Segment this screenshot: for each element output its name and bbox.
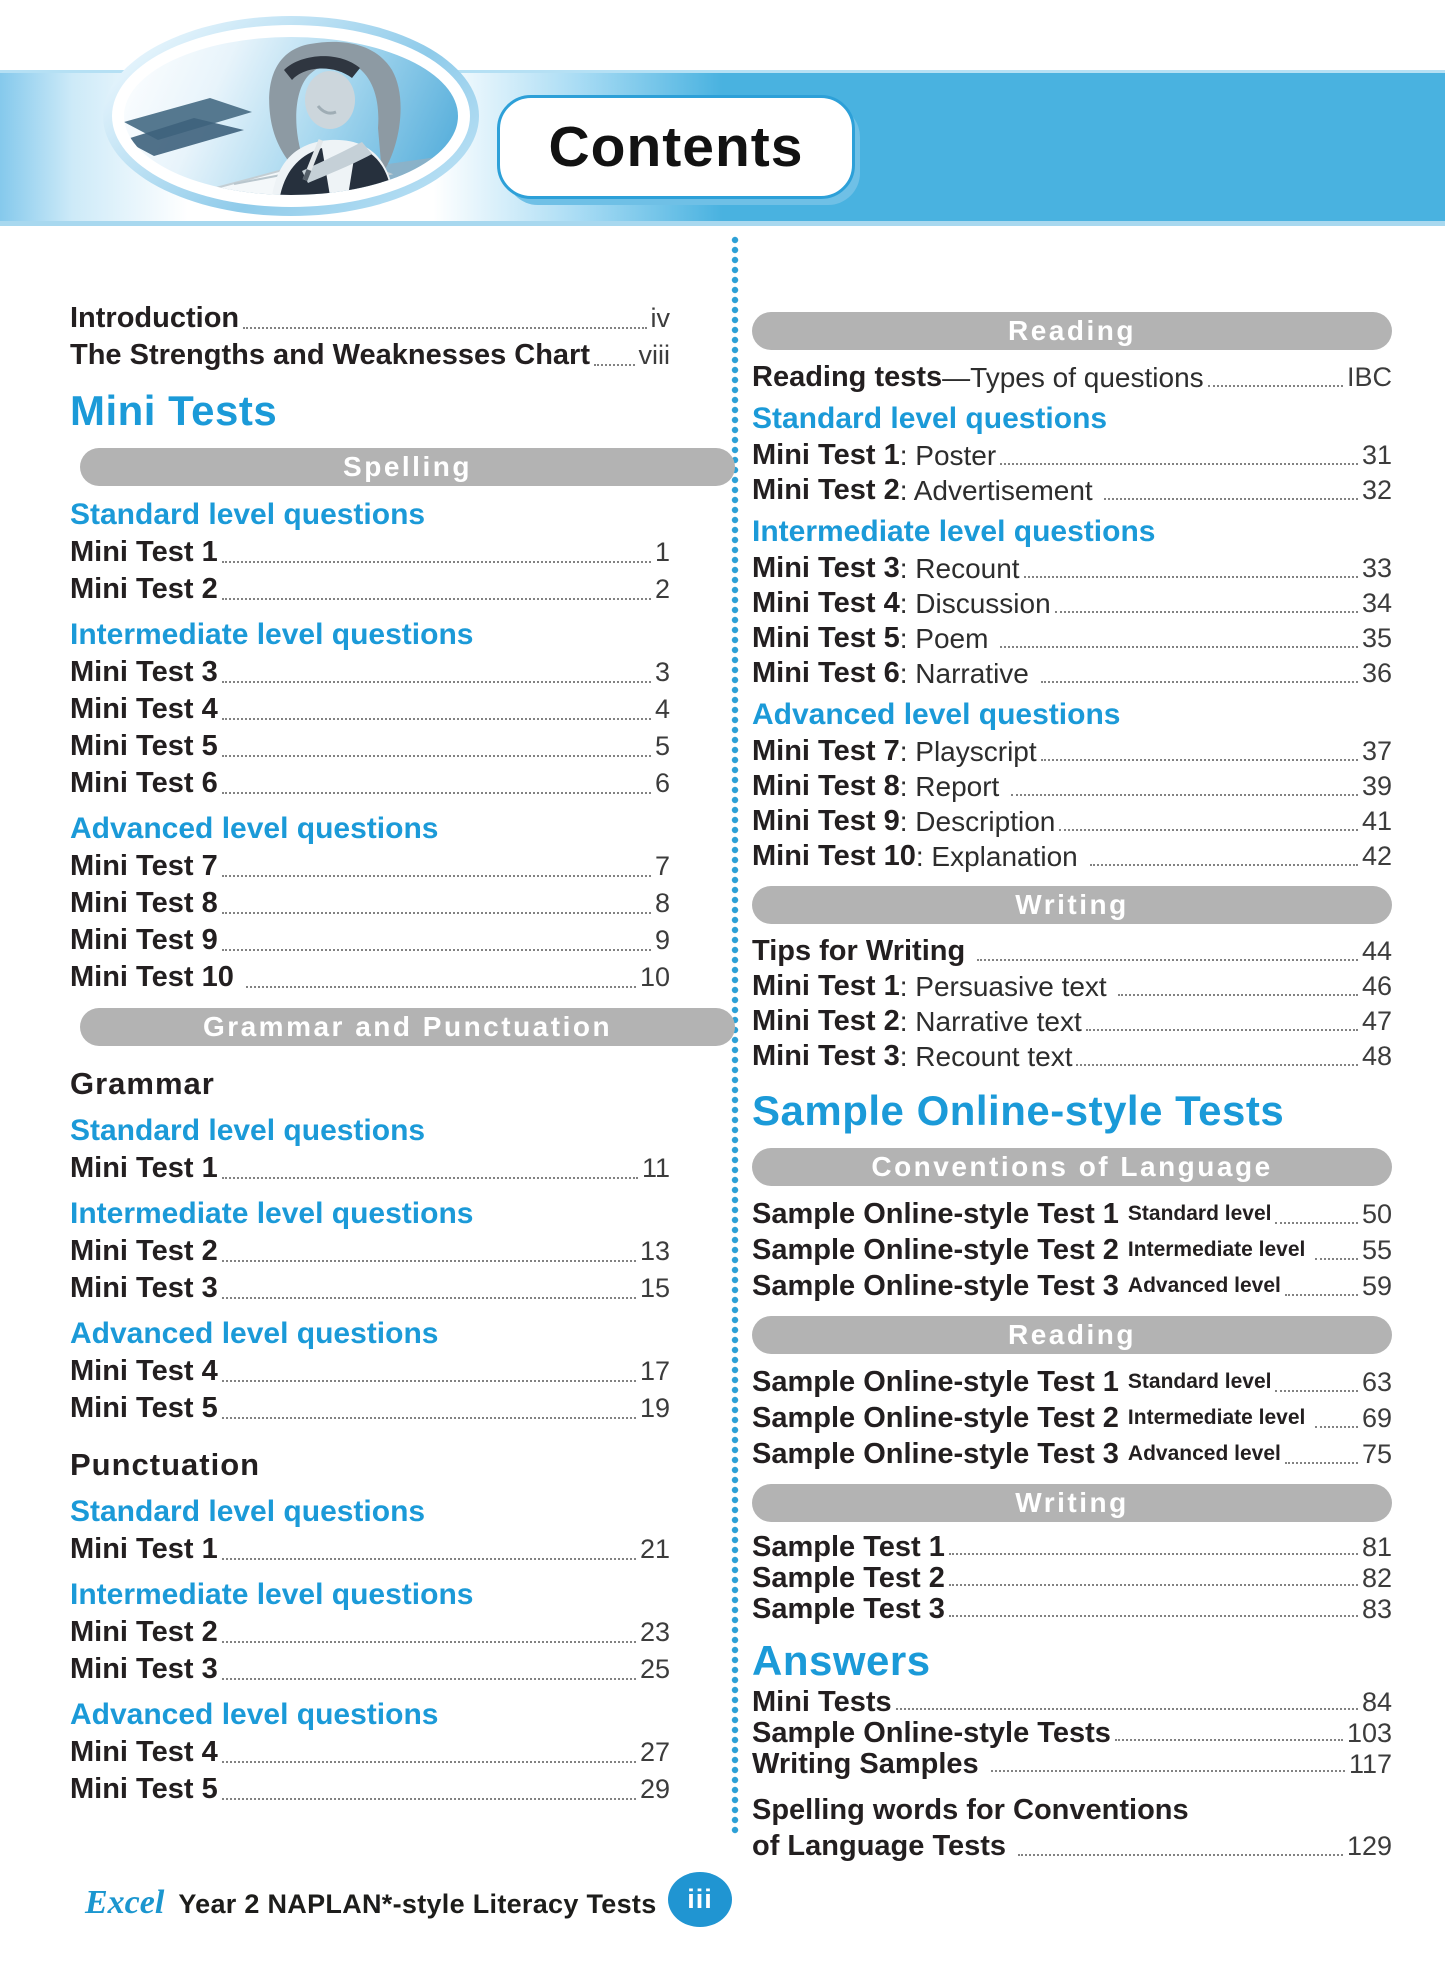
dot-leader xyxy=(1104,498,1357,500)
toc-left-column xyxy=(70,300,670,1808)
toc-entry-label: Mini Test 3 xyxy=(70,656,218,688)
toc-entry-page: 35 xyxy=(1361,623,1392,653)
toc-entry-page: 55 xyxy=(1361,1235,1392,1265)
toc-entry-label: Mini Test 9 xyxy=(70,924,218,956)
toc-entry-label: Mini Test 5 xyxy=(752,622,900,654)
toc-entry-page: iv xyxy=(650,303,670,333)
dot-leader xyxy=(222,1761,636,1763)
toc-entry xyxy=(752,1004,1392,1039)
toc-entry-page: 82 xyxy=(1361,1563,1392,1593)
dot-leader xyxy=(896,1708,1358,1710)
dot-leader xyxy=(949,1615,1358,1617)
girl-writing-illustration xyxy=(124,37,458,195)
dot-leader xyxy=(1285,1294,1358,1296)
toc-entry xyxy=(70,848,670,885)
toc-entry xyxy=(752,1828,1392,1864)
contents-title-box xyxy=(497,95,855,199)
toc-entry-page: 27 xyxy=(639,1737,670,1767)
toc-entry-label: Sample Online-style Test 3 xyxy=(752,1438,1119,1470)
toc-entry-page: 19 xyxy=(639,1393,670,1423)
toc-entry-page: 5 xyxy=(654,731,670,761)
toc-entry-sublabel: : Playscript xyxy=(899,736,1037,767)
subsection-heading: Grammar xyxy=(70,1066,215,1101)
toc-entry-page: 41 xyxy=(1361,806,1392,836)
toc-entry-sublabel: : Poem xyxy=(899,623,997,654)
toc-entry-label: Mini Test 1 xyxy=(70,1152,218,1184)
toc-entry xyxy=(70,1390,670,1427)
toc-entry xyxy=(752,934,1392,969)
toc-entry-page: 15 xyxy=(639,1273,670,1303)
dot-leader xyxy=(222,912,651,914)
toc-entry-page: 50 xyxy=(1361,1199,1392,1229)
level-heading: Intermediate level questions xyxy=(70,1578,474,1611)
dot-leader xyxy=(1208,385,1343,387)
dot-leader xyxy=(222,1260,636,1262)
toc-entry xyxy=(752,586,1392,621)
toc-entry-page: 84 xyxy=(1361,1687,1392,1717)
toc-entry xyxy=(752,1039,1392,1074)
toc-entry-sublabel: : Explanation xyxy=(915,841,1086,872)
toc-entry-level-tag: Standard level xyxy=(1127,1202,1272,1225)
toc-entry-label: Sample Online-style Test 1 xyxy=(752,1366,1119,1398)
toc-entry-page: 1 xyxy=(654,537,670,567)
section-heading: Sample Online-style Tests xyxy=(752,1087,1285,1134)
dot-leader xyxy=(1011,794,1358,796)
toc-entry xyxy=(752,1749,1392,1780)
toc-entry-label: Sample Test 3 xyxy=(752,1593,945,1625)
toc-entry-sublabel: : Recount text xyxy=(899,1041,1073,1072)
subsection-heading: Punctuation xyxy=(70,1447,261,1482)
toc-entry-label: Mini Test 9 xyxy=(752,805,900,837)
toc-entry-label: Sample Online-style Test 3 xyxy=(752,1270,1119,1302)
dot-leader xyxy=(222,598,651,600)
toc-entry-page: 48 xyxy=(1361,1041,1392,1071)
toc-entry-label: Mini Test 3 xyxy=(752,1040,900,1072)
page-number-badge: iii xyxy=(668,1872,732,1927)
toc-entry-page: 29 xyxy=(639,1774,670,1804)
level-heading: Standard level questions xyxy=(752,402,1108,435)
toc-entry-page: 44 xyxy=(1361,936,1392,966)
toc-entry-page: 32 xyxy=(1361,475,1392,505)
toc-entry xyxy=(70,534,670,571)
dot-leader xyxy=(991,1770,1345,1772)
dot-leader xyxy=(222,949,651,951)
dot-leader xyxy=(222,1380,636,1382)
dot-leader xyxy=(1076,1064,1357,1066)
toc-entry-page: 75 xyxy=(1361,1439,1392,1469)
toc-entry-page: 31 xyxy=(1361,440,1392,470)
toc-entry-page: 6 xyxy=(654,768,670,798)
level-heading: Standard level questions xyxy=(70,1495,426,1528)
toc-entry xyxy=(70,885,670,922)
section-banner xyxy=(80,448,735,486)
section-banner xyxy=(752,312,1392,350)
toc-entry xyxy=(752,769,1392,804)
toc-entry xyxy=(70,337,670,374)
toc-entry-label: Sample Online-style Tests xyxy=(752,1717,1111,1749)
toc-entry xyxy=(752,473,1392,508)
excel-logo: Excel xyxy=(85,1884,165,1921)
toc-entry-label: Reading tests xyxy=(752,361,943,393)
toc-entry xyxy=(752,969,1392,1004)
toc-entry-page: 3 xyxy=(654,657,670,687)
section-banner xyxy=(752,886,1392,924)
toc-entry-label: of Language Tests xyxy=(752,1830,1015,1862)
toc-right-column xyxy=(752,300,1392,1864)
level-heading: Standard level questions xyxy=(70,498,426,531)
dot-leader xyxy=(1275,1390,1357,1392)
toc-entry-sublabel: : Discussion xyxy=(899,588,1051,619)
toc-entry-label: Sample Online-style Test 2 xyxy=(752,1234,1119,1266)
toc-entry-page: 4 xyxy=(654,694,670,724)
toc-entry-level-tag: Standard level xyxy=(1127,1370,1272,1393)
toc-entry-page: 81 xyxy=(1361,1532,1392,1562)
toc-entry-page: 36 xyxy=(1361,658,1392,688)
level-heading: Intermediate level questions xyxy=(752,515,1156,548)
toc-entry xyxy=(752,839,1392,874)
toc-entry xyxy=(752,1594,1392,1625)
section-banner xyxy=(752,1148,1392,1186)
toc-entry-label: Mini Test 2 xyxy=(70,1235,218,1267)
toc-entry-page: 117 xyxy=(1348,1749,1392,1779)
level-heading: Advanced level questions xyxy=(70,1698,439,1731)
toc-entry xyxy=(70,1531,670,1568)
footer xyxy=(85,1884,657,1922)
page-title: Contents xyxy=(548,115,804,179)
toc-entry xyxy=(752,1687,1392,1718)
toc-entry-label: Mini Test 2 xyxy=(70,573,218,605)
dot-leader xyxy=(1024,576,1358,578)
dot-leader xyxy=(977,959,1358,961)
dot-leader xyxy=(1315,1258,1358,1260)
toc-entry xyxy=(70,691,670,728)
toc-entry-label: Mini Test 10 xyxy=(70,961,242,993)
toc-entry-label: Mini Test 4 xyxy=(752,587,900,619)
dot-leader xyxy=(1041,759,1358,761)
toc-entry xyxy=(752,551,1392,586)
toc-entry xyxy=(752,804,1392,839)
toc-entry-page: 23 xyxy=(639,1617,670,1647)
toc-entry-page: 47 xyxy=(1361,1006,1392,1036)
section-banner-label: Writing xyxy=(1015,889,1129,920)
dot-leader xyxy=(246,986,636,988)
toc-entry-page: 17 xyxy=(639,1356,670,1386)
toc-entry xyxy=(70,1270,670,1307)
girl-writing-photo xyxy=(124,37,458,195)
dot-leader xyxy=(222,718,651,720)
toc-entry-label: Mini Test 3 xyxy=(70,1653,218,1685)
toc-entry-page: IBC xyxy=(1346,362,1392,392)
dot-leader xyxy=(1000,646,1358,648)
toc-entry xyxy=(70,1771,670,1808)
toc-entry-page: 103 xyxy=(1346,1718,1392,1748)
toc-entry xyxy=(70,1614,670,1651)
toc-entry-page: 8 xyxy=(654,888,670,918)
toc-entry-page: 11 xyxy=(641,1153,670,1183)
dot-leader xyxy=(1315,1426,1358,1428)
toc-entry-sublabel: : Narrative xyxy=(899,658,1037,689)
dot-leader xyxy=(1090,864,1358,866)
toc-entry-sublabel: : Recount xyxy=(899,553,1020,584)
toc-entry-page: 34 xyxy=(1361,588,1392,618)
toc-entry-label: Mini Test 7 xyxy=(752,735,900,767)
toc-entry-label: Mini Test 1 xyxy=(70,536,218,568)
toc-entry-sublabel: : Narrative text xyxy=(899,1006,1082,1037)
toc-entry-sublabel: —Types of questions xyxy=(942,362,1204,393)
toc-entry xyxy=(752,1436,1392,1472)
dot-leader xyxy=(222,561,651,563)
toc-entry-page: 13 xyxy=(639,1236,670,1266)
toc-entry-level-tag: Intermediate level xyxy=(1127,1406,1312,1429)
dot-leader xyxy=(222,1798,636,1800)
toc-entry xyxy=(70,728,670,765)
dot-leader xyxy=(1285,1462,1358,1464)
toc-entry xyxy=(70,300,670,337)
toc-entry xyxy=(70,1233,670,1270)
toc-entry-page: 59 xyxy=(1361,1271,1392,1301)
dot-leader xyxy=(222,681,651,683)
dot-leader xyxy=(949,1584,1358,1586)
toc-entry-label: Mini Test 4 xyxy=(70,1736,218,1768)
toc-entry-sublabel: : Report xyxy=(899,771,1008,802)
toc-entry-label: Mini Tests xyxy=(752,1686,892,1718)
toc-entry-label: Introduction xyxy=(70,302,240,334)
toc-entry xyxy=(752,621,1392,656)
toc-entry-sublabel: : Advertisement xyxy=(899,475,1101,506)
dot-leader xyxy=(1000,463,1358,465)
dot-leader xyxy=(222,875,651,877)
toc-entry-label: Sample Online-style Test 1 xyxy=(752,1198,1119,1230)
toc-entry xyxy=(70,922,670,959)
toc-entry-page: 10 xyxy=(639,962,670,992)
toc-entry-page: 21 xyxy=(639,1534,670,1564)
toc-entry-label: Writing Samples xyxy=(752,1748,987,1780)
dot-leader xyxy=(1118,994,1357,996)
toc-entry-label: Mini Test 4 xyxy=(70,693,218,725)
section-banner-label: Conventions of Language xyxy=(871,1151,1273,1182)
level-heading: Intermediate level questions xyxy=(70,618,474,651)
level-heading: Advanced level questions xyxy=(70,1317,439,1350)
toc-entry-page: 46 xyxy=(1361,971,1392,1001)
dot-leader xyxy=(243,327,646,329)
toc-entry-sublabel: : Description xyxy=(899,806,1056,837)
toc-entry-label: Mini Test 6 xyxy=(70,767,218,799)
toc-entry-label: Mini Test 7 xyxy=(70,850,218,882)
toc-entry-page: 33 xyxy=(1361,553,1392,583)
toc-entry xyxy=(70,1150,670,1187)
section-banner-label: Spelling xyxy=(343,451,472,482)
toc-entry-label: Mini Test 3 xyxy=(70,1272,218,1304)
toc-entry-page: 9 xyxy=(654,925,670,955)
toc-entry xyxy=(70,765,670,802)
toc-entry-label: Mini Test 5 xyxy=(70,1392,218,1424)
toc-entry xyxy=(70,1734,670,1771)
toc-entry-page: 42 xyxy=(1361,841,1392,871)
dot-leader xyxy=(1041,681,1358,683)
section-heading: Mini Tests xyxy=(70,387,278,434)
toc-entry-sublabel: : Persuasive text xyxy=(899,971,1115,1002)
toc-entry xyxy=(70,1353,670,1390)
toc-entry-label: Spelling words for Conventions xyxy=(752,1794,1189,1826)
toc-entry-page: 69 xyxy=(1361,1403,1392,1433)
dot-leader xyxy=(1275,1222,1357,1224)
toc-entry-label: Mini Test 1 xyxy=(70,1533,218,1565)
toc-entry-label: Mini Test 4 xyxy=(70,1355,218,1387)
toc-entry-label: Mini Test 8 xyxy=(70,887,218,919)
toc-entry-level-tag: Advanced level xyxy=(1127,1442,1281,1465)
level-heading: Advanced level questions xyxy=(752,698,1121,731)
dot-leader xyxy=(222,1417,636,1419)
toc-entry-page: 129 xyxy=(1346,1831,1392,1861)
toc-entry xyxy=(752,1563,1392,1594)
toc-entry xyxy=(752,1268,1392,1304)
dot-leader xyxy=(949,1553,1358,1555)
toc-entry-label: Sample Test 2 xyxy=(752,1562,945,1594)
toc-entry xyxy=(752,1196,1392,1232)
toc-entry-label: Mini Test 3 xyxy=(752,552,900,584)
toc-entry-label: Mini Test 8 xyxy=(752,770,900,802)
toc-entry-label: Sample Online-style Test 2 xyxy=(752,1402,1119,1434)
toc-entry xyxy=(752,438,1392,473)
dot-leader xyxy=(1059,829,1358,831)
toc-entry xyxy=(70,959,670,996)
toc-entry-label: Mini Test 2 xyxy=(752,474,900,506)
dot-leader xyxy=(222,1641,636,1643)
toc-entry xyxy=(752,1400,1392,1436)
toc-entry xyxy=(752,656,1392,691)
level-heading: Standard level questions xyxy=(70,1114,426,1147)
toc-entry-page: 7 xyxy=(654,851,670,881)
section-banner xyxy=(752,1484,1392,1522)
book-title: Year 2 NAPLAN*-style Literacy Tests xyxy=(178,1889,657,1919)
toc-entry xyxy=(70,1651,670,1688)
toc-entry xyxy=(752,1364,1392,1400)
toc-entry-label: The Strengths and Weaknesses Chart xyxy=(70,339,591,371)
toc-entry-label: Mini Test 6 xyxy=(752,657,900,689)
section-banner xyxy=(80,1008,735,1046)
toc-entry-level-tag: Intermediate level xyxy=(1127,1238,1312,1261)
dot-leader xyxy=(222,1297,636,1299)
dot-leader xyxy=(594,364,634,366)
dot-leader xyxy=(1055,611,1358,613)
toc-entry-sublabel: : Poster xyxy=(899,440,997,471)
dot-leader xyxy=(222,1558,636,1560)
level-heading: Advanced level questions xyxy=(70,812,439,845)
dot-leader xyxy=(222,755,651,757)
toc-entry-page: viii xyxy=(638,340,670,370)
dot-leader xyxy=(1115,1739,1343,1741)
section-banner-label: Writing xyxy=(1015,1487,1129,1518)
toc-entry xyxy=(70,654,670,691)
section-banner xyxy=(752,1316,1392,1354)
toc-entry-label: Mini Test 1 xyxy=(752,439,900,471)
dot-leader xyxy=(1018,1854,1343,1856)
toc-entry-label: Mini Test 10 xyxy=(752,840,916,872)
section-banner-label: Grammar and Punctuation xyxy=(202,1011,613,1042)
toc-entry-level-tag: Advanced level xyxy=(1127,1274,1281,1297)
toc-entry-page: 83 xyxy=(1361,1594,1392,1624)
toc-entry-page: 25 xyxy=(639,1654,670,1684)
section-banner-label: Reading xyxy=(1008,315,1136,346)
toc-entry xyxy=(752,1232,1392,1268)
level-heading: Intermediate level questions xyxy=(70,1197,474,1230)
toc-entry-label: Tips for Writing xyxy=(752,935,974,967)
toc-entry-label: Mini Test 5 xyxy=(70,1773,218,1805)
toc-entry-page: 63 xyxy=(1361,1367,1392,1397)
section-heading: Answers xyxy=(752,1637,931,1684)
toc-entry xyxy=(752,1718,1392,1749)
header-photo-frame xyxy=(103,16,479,216)
toc-entry-page: 39 xyxy=(1361,771,1392,801)
toc-entry-label: Mini Test 1 xyxy=(752,970,900,1002)
dot-leader xyxy=(1086,1029,1358,1031)
toc-entry-label: Mini Test 5 xyxy=(70,730,218,762)
toc-entry xyxy=(752,1532,1392,1563)
section-banner-label: Reading xyxy=(1008,1319,1136,1350)
dot-leader xyxy=(222,792,651,794)
toc-entry xyxy=(752,360,1392,395)
toc-entry-two-line xyxy=(752,1792,1392,1864)
toc-entry-label: Mini Test 2 xyxy=(752,1005,900,1037)
toc-entry-label: Mini Test 2 xyxy=(70,1616,218,1648)
toc-entry-label: Sample Test 1 xyxy=(752,1531,945,1563)
dot-leader xyxy=(222,1177,638,1179)
toc-entry-page: 2 xyxy=(654,574,670,604)
toc-entry xyxy=(70,571,670,608)
toc-entry-page: 37 xyxy=(1361,736,1392,766)
dot-leader xyxy=(222,1678,636,1680)
toc-entry xyxy=(752,734,1392,769)
